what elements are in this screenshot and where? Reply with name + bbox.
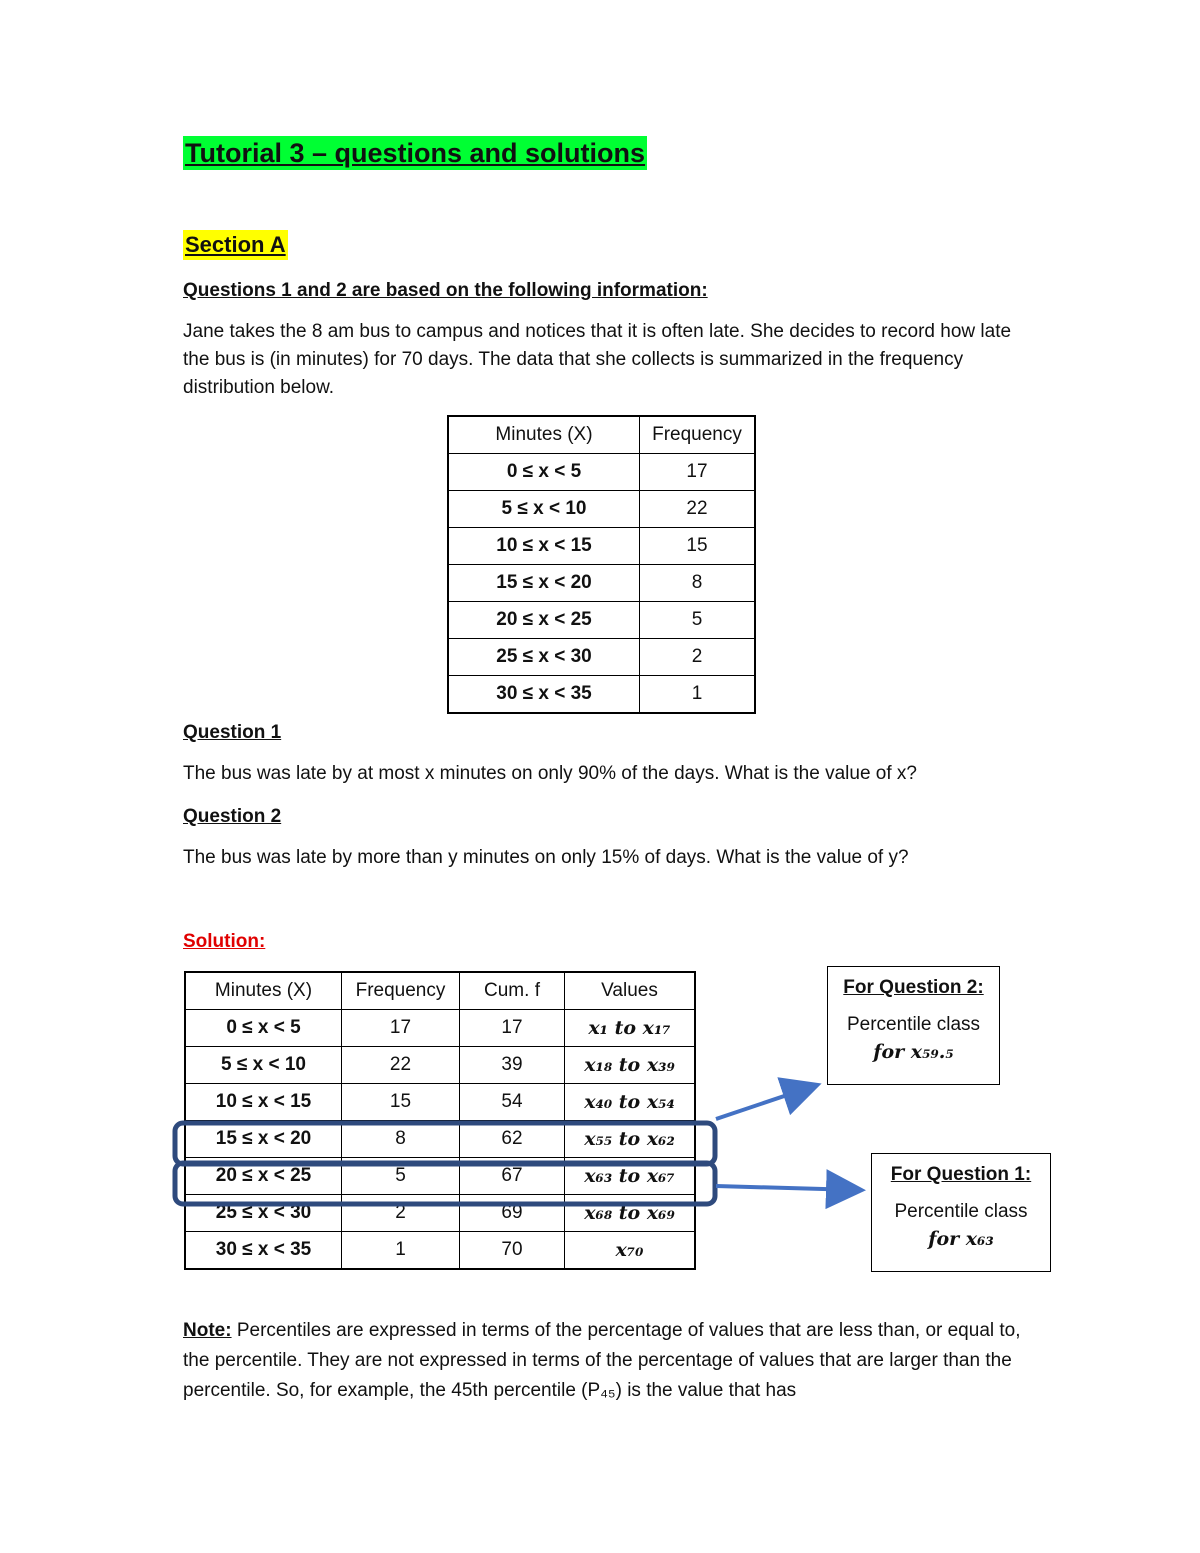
class-cell: 30 ≤ x < 35 — [185, 1232, 342, 1270]
solution-label: Solution: — [183, 931, 266, 952]
question-1-text: The bus was late by at most x minutes on only 90% of the days. What is the value of x? — [183, 763, 917, 784]
page-title: Tutorial 3 – questions and solutions — [185, 138, 646, 168]
class-cell: 15 ≤ x < 20 — [448, 565, 640, 602]
callout-line: Percentile class — [894, 1201, 1028, 1222]
frequency-cell: 1 — [342, 1232, 460, 1270]
class-cell: 20 ≤ x < 25 — [185, 1158, 342, 1195]
frequency-cell: 2 — [342, 1195, 460, 1232]
note-text: Percentiles are expressed in terms of the percentage of values that are less than, or equal to, the percentile. They are not expressed in terms of the percentage of values that are larger than the percentile. So, for example, the 45th percentile (P₄₅) is the value that has — [183, 1320, 1021, 1401]
frequency-cell: 17 — [342, 1010, 460, 1047]
header-cell: Frequency — [342, 972, 460, 1010]
callout-line: for x₅₉.₅ — [873, 1041, 954, 1063]
cum-frequency-cell: 70 — [460, 1232, 565, 1270]
frequency-cell: 15 — [640, 528, 756, 565]
question-2-callout-box — [827, 966, 1000, 1085]
frequency-cell: 15 — [342, 1084, 460, 1121]
frequency-cell: 8 — [640, 565, 756, 602]
note-label: Note: — [183, 1320, 232, 1341]
highlight-rect-row-20-25 — [175, 1163, 715, 1204]
class-cell: 15 ≤ x < 20 — [185, 1121, 342, 1158]
header-cell: Minutes (X) — [448, 416, 640, 454]
frequency-cell: 5 — [342, 1158, 460, 1195]
frequency-cell: 5 — [640, 602, 756, 639]
cum-frequency-cell: 62 — [460, 1121, 565, 1158]
cum-frequency-cell: 54 — [460, 1084, 565, 1121]
cum-frequency-cell: 17 — [460, 1010, 565, 1047]
callout-heading: For Question 1: — [890, 1164, 1032, 1185]
class-cell: 10 ≤ x < 15 — [448, 528, 640, 565]
frequency-cell: 2 — [640, 639, 756, 676]
values-cell: x₁₈ to x₃₉ — [565, 1047, 696, 1084]
callout-heading: For Question 2: — [843, 977, 984, 998]
note-paragraph — [183, 1316, 1033, 1406]
callout-line: for x₆₃ — [928, 1228, 994, 1250]
class-cell: 5 ≤ x < 10 — [448, 491, 640, 528]
class-cell: 10 ≤ x < 15 — [185, 1084, 342, 1121]
question-1-callout-box — [871, 1153, 1051, 1272]
frequency-cell: 1 — [640, 676, 756, 714]
class-cell: 0 ≤ x < 5 — [448, 454, 640, 491]
values-cell: x₇₀ — [565, 1232, 696, 1270]
class-cell: 25 ≤ x < 30 — [185, 1195, 342, 1232]
header-cell: Values — [565, 972, 696, 1010]
arrow-to-question-1-box — [716, 1186, 858, 1190]
highlight-rect-row-15-20 — [175, 1123, 715, 1164]
values-cell: x₄₀ to x₅₄ — [565, 1084, 696, 1121]
info-paragraph: Jane takes the 8 am bus to campus and notices that it is often late. She decides to record how late the bus is (in minutes) for 70 days. The data that she collects is summarized in the frequency distribution below. — [183, 321, 1012, 398]
frequency-cell: 8 — [342, 1121, 460, 1158]
values-cell: x₆₈ to x₆₉ — [565, 1195, 696, 1232]
values-cell: x₆₃ to x₆₇ — [565, 1158, 696, 1195]
class-cell: 0 ≤ x < 5 — [185, 1010, 342, 1047]
frequency-cell: 22 — [640, 491, 756, 528]
section-heading: Section A — [183, 230, 288, 260]
frequency-cell: 22 — [342, 1047, 460, 1084]
question-2-text: The bus was late by more than y minutes on only 15% of days. What is the value of y? — [183, 847, 909, 868]
class-cell: 25 ≤ x < 30 — [448, 639, 640, 676]
header-cell: Cum. f — [460, 972, 565, 1010]
values-cell: x₅₅ to x₆₂ — [565, 1121, 696, 1158]
class-cell: 30 ≤ x < 35 — [448, 676, 640, 714]
values-cell: x₁ to x₁₇ — [565, 1010, 696, 1047]
question-2-label: Question 2 — [183, 806, 282, 827]
callout-line: Percentile class — [846, 1014, 981, 1035]
cum-frequency-cell: 39 — [460, 1047, 565, 1084]
question-1-label: Question 1 — [183, 722, 282, 743]
info-heading: Questions 1 and 2 are based on the following information: — [183, 280, 708, 301]
class-cell: 20 ≤ x < 25 — [448, 602, 640, 639]
cum-frequency-cell: 67 — [460, 1158, 565, 1195]
arrow-to-question-2-box — [716, 1086, 814, 1119]
cum-frequency-cell: 69 — [460, 1195, 565, 1232]
header-cell: Frequency — [640, 416, 756, 454]
header-cell: Minutes (X) — [185, 972, 342, 1010]
frequency-cell: 17 — [640, 454, 756, 491]
class-cell: 5 ≤ x < 10 — [185, 1047, 342, 1084]
